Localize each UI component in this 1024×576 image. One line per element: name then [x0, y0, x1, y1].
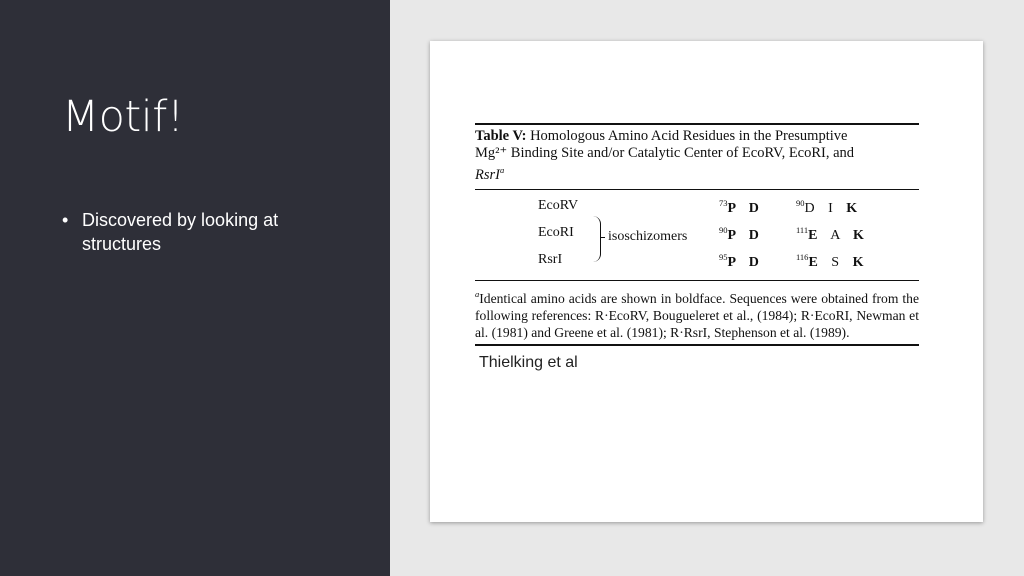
- table-title-line1: Homologous Amino Acid Residues in the Presumptive: [526, 128, 848, 144]
- brace-label: isoschizomers: [608, 229, 688, 244]
- residue-group-2: [796, 198, 862, 217]
- residue-position: 73: [719, 198, 728, 208]
- table-footnote: [475, 286, 919, 341]
- table-top-rule: [475, 123, 919, 125]
- residue-position: 95: [719, 252, 728, 262]
- residue-letters-plain: D I: [804, 201, 847, 216]
- residue-group-1: [719, 198, 764, 217]
- table-title: [475, 128, 919, 184]
- enzyme-name: EcoRV: [538, 198, 579, 213]
- bullet-text: Discovered by looking at structures: [82, 210, 279, 254]
- table-rows: [475, 198, 919, 274]
- residue-letter-bold: K: [852, 255, 869, 270]
- residue-letters: P D: [727, 255, 764, 270]
- residue-letters: P D: [727, 228, 764, 243]
- table-title-line3: RsrI: [475, 167, 500, 183]
- residue-letter-bold: E: [808, 255, 823, 270]
- bullet-item: [62, 208, 362, 256]
- residue-group-1: [719, 252, 764, 271]
- residue-position: 116: [796, 252, 809, 262]
- enzyme-name: RsrI: [538, 252, 563, 267]
- figure-card: [430, 41, 983, 522]
- table-header-rule: [475, 189, 919, 190]
- residue-letter-bold: K: [846, 201, 863, 216]
- residue-group-1: [719, 225, 764, 244]
- table-bottom-rule: [475, 344, 919, 346]
- residue-position: 90: [719, 225, 728, 235]
- left-panel: [0, 0, 390, 576]
- table-title-label: Table V:: [475, 128, 527, 144]
- scanned-table: [475, 123, 919, 346]
- brace-tip: [600, 237, 605, 238]
- isoschizomer-brace: [592, 216, 692, 264]
- footnote-mark: a: [475, 289, 480, 299]
- brace-shape: [592, 216, 601, 262]
- residue-letter-bold: E: [808, 228, 823, 243]
- residue-letter-bold: K: [853, 228, 869, 243]
- residue-letters-plain: S: [822, 255, 853, 270]
- residue-group-2: [796, 252, 868, 271]
- slide-title: Motif!: [62, 92, 184, 142]
- table-row: [475, 225, 919, 245]
- residue-letters-plain: A: [822, 228, 854, 243]
- table-title-note: a: [499, 165, 505, 175]
- footnote-text: Identical amino acids are shown in boldface. Sequences were obtained from the following references: R·EcoRV, Bougueleret et al., (1984); R·EcoRI, Newman et al. (1981) and Greene et al. (1981); R·RsrI, Stephenson et al. (1989).: [475, 291, 919, 340]
- bullet-list: [62, 208, 362, 256]
- residue-letters: P D: [727, 201, 764, 216]
- figure-caption: Thielking et al: [479, 354, 578, 371]
- table-title-line2: Mg²⁺ Binding Site and/or Catalytic Center of EcoRV, EcoRI, and: [475, 145, 855, 161]
- bullet-marker: •: [62, 210, 69, 230]
- residue-group-2: [796, 225, 869, 244]
- residue-position: 111: [796, 225, 809, 235]
- residue-position: 90: [796, 198, 805, 208]
- enzyme-name: EcoRI: [538, 225, 574, 240]
- table-footer-rule: [475, 280, 919, 281]
- table-row: [475, 252, 919, 272]
- table-row: [475, 198, 919, 218]
